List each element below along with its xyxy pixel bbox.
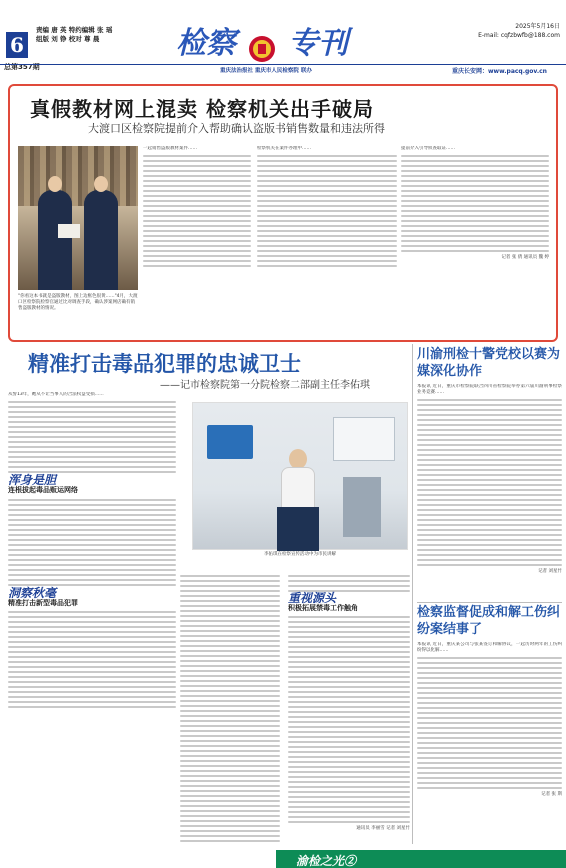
section-divider bbox=[417, 602, 562, 603]
tag-subtitle: 连根拔起毒品贩运网络 bbox=[8, 486, 78, 495]
story2-byline: 通讯员 李丽雪 记者 刘星竹 bbox=[356, 826, 410, 832]
right-story2-byline: 记者 张 斯 bbox=[541, 792, 562, 798]
top-story-photo-caption: "你看这本书就是盗版教材，图上边框色很黄……"4月，大渡口区检察院检察官通过比对调查手段，确认涉案网店确有销售盗版教材的情况。 bbox=[18, 294, 138, 311]
editors-credit: 责编 唐 英 特约编辑 张 瑶 组版 刘 铮 校对 尊 晨 bbox=[36, 26, 113, 43]
host-line: 重庆法治报社 重庆市人民检察院 联办 bbox=[220, 68, 312, 74]
story2-column-3 bbox=[288, 572, 410, 852]
top-story-byline: 记者 张 倩 通讯员 魏 婷 bbox=[501, 255, 549, 261]
top-story-col3-text: 提前介入引导侦查取证…… bbox=[401, 146, 455, 151]
story2-column-2 bbox=[180, 572, 280, 852]
email: E-mail: cqfzbwfb@188.com bbox=[478, 32, 560, 39]
issue-info bbox=[432, 22, 560, 40]
top-story-column-2 bbox=[257, 146, 397, 332]
story2-headline: 精准打击毒品犯罪的忠诚卫士 bbox=[28, 352, 301, 376]
right-story2-headline: 检察监督促成和解工伤纠纷案结事了 bbox=[417, 605, 561, 637]
story2-photo bbox=[192, 402, 408, 550]
right-story1-headline: 川渝刑检十警党校以赛为媒深化协作 bbox=[417, 347, 561, 379]
total-issue: 总第357期 bbox=[4, 63, 40, 71]
story2-tag-3 bbox=[288, 591, 410, 613]
right-story2-body bbox=[417, 642, 562, 838]
paper-title-part-1: 检察 bbox=[176, 26, 236, 61]
emblem-icon bbox=[247, 34, 277, 64]
tag-subtitle: 精准打击新型毒品犯罪 bbox=[8, 598, 78, 607]
column-divider bbox=[412, 344, 413, 844]
top-story-col2-text: 检察机关在案件办理中…… bbox=[257, 146, 311, 151]
top-story-photo bbox=[18, 146, 138, 290]
tag-subtitle: 积极拓展禁毒工作触角 bbox=[288, 604, 358, 613]
top-story-col1-text: 一起销售盗版教材案件…… bbox=[143, 146, 197, 151]
right-story2-text: 本报讯 近日，重庆某公司与张某签订和解协议，一起历时两年的工伤纠纷得以化解…… bbox=[417, 642, 562, 654]
story2-subheadline: ——记市检察院第一分院检察二部副主任李佑琪 bbox=[160, 380, 370, 391]
top-story-column-3 bbox=[401, 146, 549, 332]
website: 重庆长安网：www.pacq.gov.cn bbox=[452, 68, 547, 75]
story2-column-1 bbox=[8, 392, 176, 852]
paper-title bbox=[176, 18, 396, 62]
top-story-subheadline: 大渡口区检察院提前介入帮助确认盗版书销售数量和违法所得 bbox=[88, 122, 385, 135]
tag-title: 重视源头 bbox=[288, 591, 337, 605]
story2-photo-caption: 李佑琪在检察宣传活动中为市民讲解 bbox=[264, 552, 336, 557]
story2-tag-1 bbox=[8, 473, 176, 495]
top-story-headline: 真假教材网上混卖 检察机关出手破局 bbox=[30, 97, 374, 121]
right-story1-byline: 记者 刘星竹 bbox=[538, 569, 562, 575]
right-story1-text: 本报讯 近日，重庆市检察院联合四川省检察院举办第六届川渝刑事检察业务竞赛…… bbox=[417, 384, 562, 396]
footer-column-title: 渝检之光② bbox=[296, 854, 357, 868]
page-number: 6 bbox=[6, 32, 28, 58]
tag-title: 浑身是胆 bbox=[8, 473, 57, 488]
paper-title-part-2: 专刊 bbox=[288, 26, 349, 61]
story2-body-text: 从警13年，她从不让当事人的合法权益受损…… bbox=[8, 392, 104, 397]
tag-title: 洞察秋毫 bbox=[8, 585, 57, 600]
story2-tag-2 bbox=[8, 585, 176, 608]
right-story1-body bbox=[417, 384, 562, 602]
issue-date: 2025年5月16日 bbox=[515, 23, 560, 30]
top-story-column-1 bbox=[143, 146, 251, 332]
